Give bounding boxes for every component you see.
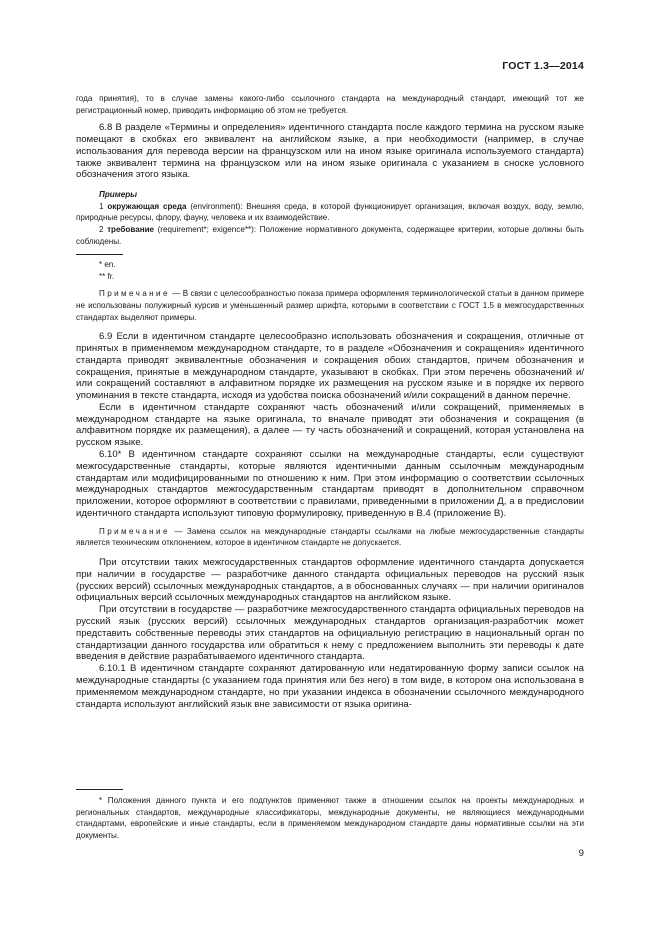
examples-footnote-rule [76, 254, 123, 255]
paragraph-6-9-continued: Если в идентичном стандарте сохраняют часть обозначений и/или сокращений, применяемых в международном стандарте на языке оригинала, то вначале приводят эти обозначения и сокращения (в алфавитном порядке их размещения), а далее — ту часть обозначений и сокращений, которая установлена на русском языке. [76, 401, 584, 449]
paragraph-6-10: 6.10* В идентичном стандарте сохраняют ссылки на международные стандарты, если существуют межгосударственные стандарты, которые являются идентичными данным ссылочным международным стандартам или модифицированными по отношению к ним. При этом информацию о соответствии ссылочных международных стандартов межгосударственным стандартам приводят в дополнительном справочном приложении, которое оформляют в соответствии с правилами, приведенными в приложении Д, а в предисловии идентичного стандарта используют типовую формулировку, приведенную в В.4 (приложение В). [76, 449, 584, 520]
top-fragment-paragraph: года принятия), то в случае замены какого-либо ссылочного стандарта на международный стандарт, имеющий тот же регистрационный номер, приводить информацию об этом не требуется. [76, 94, 584, 115]
page-footnote: * Положения данного пункта и его подпунктов применяют также в отношении ссылок на проекты международных и региональных стандартов, международные классификаторы, международные документы, не являющиеся международными стандартами, европейские и иные стандарты, если в применяемом международном стандарте даны нормативные ссылки на эти документы. [76, 796, 584, 840]
page-content [76, 93, 584, 710]
note-1: Примечание — В связи с целесообразностью показа примера оформления терминологической статьи в данном примере не использованы полужирный курсив и уменьшенный размер шрифта, которыми в соответствии с ГОСТ 1.5 в межгосударственных стандартах выделяют примеры. [76, 289, 584, 322]
paragraph-6-10-1: 6.10.1 В идентичном стандарте сохраняют датированную или недатированную форму записи ссылок на международные стандарты (с указанием года принятия или без него) в том виде, в котором она использована в применяемом международном стандарте, но при указании индекса в обозначении ссылочного международного стандарта используют английский язык вне зависимости от языка оригина- [76, 663, 584, 710]
examples-block [76, 189, 584, 247]
page-number: 9 [578, 848, 584, 859]
paragraph-translations-1: При отсутствии таких межгосударственных стандартов оформление идентичного стандарта допускается при наличии в государстве — разработчике данного стандарта официальных переводов на русский язык (русских версий) ссылочных международных стандартов, а в обоснованных случаях — при наличии оригиналов официальных версий ссылочных международных стандартов на английском языке. [76, 557, 584, 604]
paragraph-translations-2: При отсутствии в государстве — разработчике межгосударственного стандарта официальных переводов на русский язык (русских версий) ссылочных международных стандартов организация-разработчик может представить собственные переводы этих стандартов на официальную регистрацию в национальный орган по стандартизации данного государства или обратиться к нему с предложением выполнить эти переводы к дате введения в действие разрабатываемого идентичного стандарта. [76, 604, 584, 663]
examples-title: Примеры [99, 190, 138, 200]
note-1-label: Примечание [99, 289, 170, 299]
example-2: 2 требование (requirement*; exigence**): Положение нормативного документа, содержащее критерии, которые должны быть соблюдены. [76, 224, 585, 246]
footnote-en: * en. [99, 260, 116, 270]
footnote-fr: ** fr. [99, 271, 115, 281]
example-1: 1 окружающая среда (environment): Внешняя среда, в которой функционирует организация, включая воздух, воду, землю, природные ресурсы, флору, фауну, человека и их взаимодействие. [76, 201, 584, 223]
paragraph-6-8: 6.8 В разделе «Термины и определения» идентичного стандарта после каждого термина на русском языке помещают в скобках его эквивалент на английском языке, а при необходимости (например, в случае использования для перевода версии на французском или на ином языке оригинала используемого стандарта) также эквивалент термина на французском или на ином языке оригинала с указанием в сноске условного обозначения этого языка. [76, 122, 584, 181]
note-2-label: Примечание [99, 526, 170, 536]
example-2-term: требование [107, 224, 155, 234]
examples-footnotes [76, 259, 584, 282]
paragraph-6-9: 6.9 Если в идентичном стандарте целесообразно использовать обозначения и сокращения, отличные от принятых в применяемом международном стандарте, то в разделе «Обозначения и сокращения» идентичного стандарта приводят эквивалентные обозначения и сокращения обоих стандартов, причем обозначения и сокращения, принятые в международном стандарте, указывают в скобках. При этом перечень обозначений и/или сокращений составляют в алфавитном порядке их размещения на русском языке и в порядке их первого упоминания в тексте стандарта, исходя из удобства поиска обозначений и/или сокращений в данном перечне. [76, 331, 584, 402]
note-2: Примечание — Замена ссылок на международные стандарты ссылками на любые межгосударственные стандарты является техническим отклонением, которое в идентичном стандарте не допускается. [76, 526, 584, 548]
example-1-term: окружающая среда [107, 201, 187, 211]
document-header: ГОСТ 1.3—2014 [502, 60, 584, 72]
footnote-rule [76, 789, 123, 790]
